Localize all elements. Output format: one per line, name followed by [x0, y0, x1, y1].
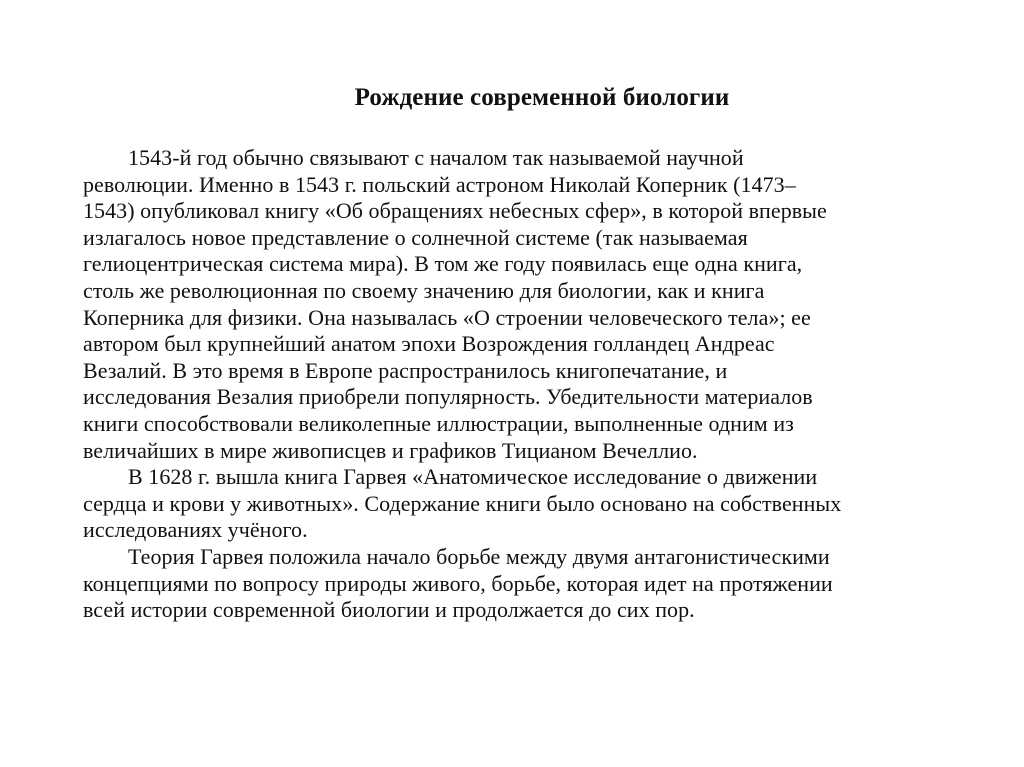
slide-body-text — [83, 145, 983, 624]
text-line: величайших в мире живописцев и графиков Тицианом Вечеллио. — [83, 437, 698, 463]
slide-title: Рождение современной биологии — [354, 84, 730, 111]
paragraph-copernicus-vesalius — [83, 145, 983, 464]
text-line: всей истории современной биологии и продолжается до сих пор. — [83, 597, 695, 623]
text-line: столь же революционная по своему значению для биологии, как и книга — [83, 277, 765, 303]
paragraph-harvey-book — [83, 464, 983, 544]
text-line: Теория Гарвея положила начало борьбе между двумя антагонистическими — [128, 543, 830, 569]
text-line: автором был крупнейший анатом эпохи Возрождения голландец Андреас — [83, 331, 775, 357]
text-line: излагалось новое представление о солнечной системе (так называемая — [83, 224, 748, 250]
paragraph-harvey-theory — [83, 544, 983, 624]
text-line: 1543) опубликовал книгу «Об обращениях небесных сфер», в которой впервые — [83, 198, 827, 224]
text-line: гелиоцентрическая система мира). В том же году появилась еще одна книга, — [83, 251, 803, 277]
text-line: революции. Именно в 1543 г. польский астроном Николай Коперник (1473– — [83, 171, 796, 197]
text-line: исследованиях учёного. — [83, 517, 308, 543]
text-line: В 1628 г. вышла книга Гарвея «Анатомическое исследование о движении — [128, 464, 818, 490]
text-line: Везалий. В это время в Европе распространилось книгопечатание, и — [83, 357, 728, 383]
text-line: Коперника для физики. Она называлась «О строении человеческого тела»; ее — [83, 304, 811, 330]
text-line: сердца и крови у животных». Содержание книги было основано на собственных — [83, 490, 842, 516]
text-line: книги способствовали великолепные иллюстрации, выполненные одним из — [83, 410, 794, 436]
text-line: концепциями по вопросу природы живого, борьбе, которая идет на протяжении — [83, 570, 833, 596]
text-line: 1543-й год обычно связывают с началом так называемой научной — [128, 145, 744, 170]
text-line: исследования Везалия приобрели популярность. Убедительности материалов — [83, 384, 813, 410]
